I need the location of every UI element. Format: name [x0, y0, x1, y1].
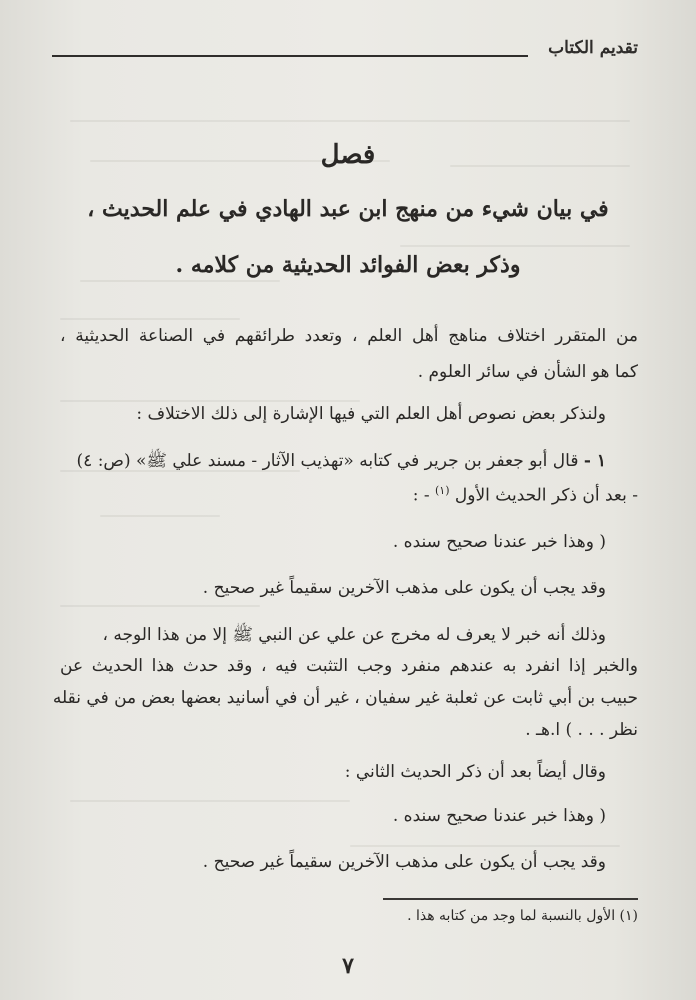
intro-line-1: من المتقرر اختلاف مناهج أهل العلم ، وتعدد طرائقهم في الصناعة الحديثية ،: [60, 326, 638, 346]
item-1-line-1: [60, 450, 606, 475]
also-line-2: ( وهذا خبر عندنا صحيح سنده .: [392, 806, 606, 826]
header-rule: [52, 55, 528, 57]
para-line-4: نظر . . . ) ا.هـ .: [525, 720, 638, 740]
also-line-1: وقال أيضاً بعد أن ذكر الحديث الثاني :: [344, 762, 606, 782]
footnote: (١) الأول بالنسبة لما وجد من كتابه هذا .: [407, 908, 638, 924]
section-title: فصل: [320, 140, 376, 170]
subtitle-line-2: وذكر بعض الفوائد الحديثية من كلامه .: [175, 252, 521, 278]
intro-line-3: ولنذكر بعض نصوص أهل العلم التي فيها الإشارة إلى ذلك الاختلاف :: [136, 404, 606, 424]
header-title: تقديم الكتاب: [548, 38, 638, 58]
subtitle-line-1: في بيان شيء من منهج ابن عبد الهادي في علم الحديث ،: [87, 196, 609, 222]
para-line-3: حبيب بن أبي ثابت عن ثعلبة غير سفيان ، غير أن في أسانيد بعضها بعض من في نقله: [52, 688, 638, 708]
para-line-1: وذلك أنه خبر لا يعرف له مخرج عن علي عن النبي ﷺ إلا من هذا الوجه ،: [102, 625, 606, 645]
page-number: ٧: [342, 953, 354, 979]
item-1-number: ١ -: [583, 451, 606, 471]
item-1-line-2-text: - بعد أن ذكر الحديث الأول: [454, 485, 638, 506]
footnote-reference: (١): [435, 484, 450, 497]
para-line-2: والخبر إذا انفرد به عندهم منفرد وجب التثبت فيه ، وقد حدث هذا الحديث عن: [60, 656, 638, 676]
quote-1: ( وهذا خبر عندنا صحيح سنده .: [392, 532, 606, 552]
item-1-text: قال أبو جعفر بن جرير في كتابه «تهذيب الآثار - مسند علي ﷺ» (ص: ٤): [76, 451, 579, 471]
footnote-rule: [383, 898, 638, 900]
also-line-3: وقد يجب أن يكون على مذهب الآخرين سقيماً غير صحيح .: [202, 852, 606, 872]
item-1-line-2: [60, 484, 638, 506]
item-1-line-2-end: - :: [412, 485, 430, 506]
intro-line-2: كما هو الشأن في سائر العلوم .: [417, 362, 638, 382]
quote-2: وقد يجب أن يكون على مذهب الآخرين سقيماً غير صحيح .: [202, 578, 606, 598]
running-header: [52, 36, 638, 66]
